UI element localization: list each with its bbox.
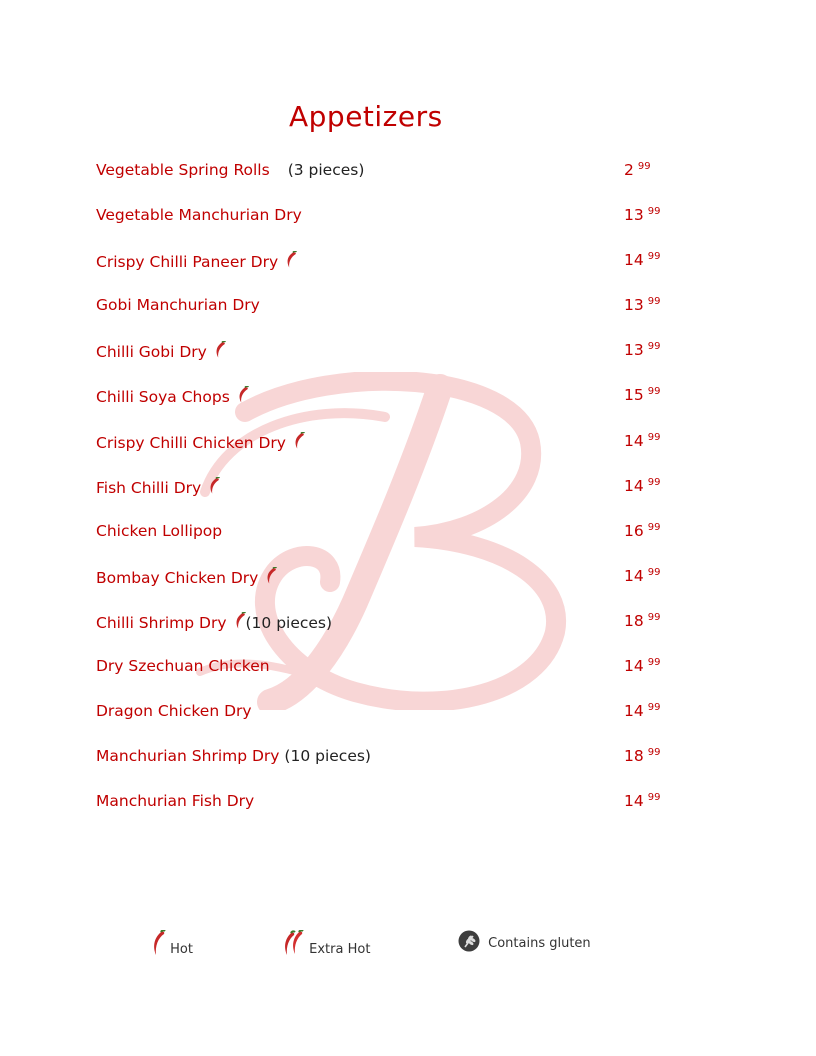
menu-item-note: (10 pieces) (245, 613, 333, 632)
chili-icon (235, 612, 246, 629)
price-dollars: 14 (624, 476, 644, 495)
price-cents: 99 (647, 341, 661, 353)
price-dollars: 14 (624, 792, 644, 811)
chili-icon (152, 930, 166, 956)
legend-extra-hot (283, 930, 370, 960)
legend-hot-label: Hot (170, 942, 193, 957)
price-cents: 99 (647, 566, 661, 578)
price-dollars: 16 (624, 521, 644, 540)
price-cents: 99 (647, 296, 661, 308)
menu-item-price (624, 567, 660, 585)
price-dollars: 14 (624, 566, 644, 585)
menu-item-name: Vegetable Manchurian Dry (96, 206, 302, 225)
menu-item-name: Crispy Chilli Chicken Dry (96, 433, 286, 452)
menu-item-name: Bombay Chicken Dry (96, 568, 259, 587)
price-cents: 99 (637, 161, 651, 172)
menu-item-price (624, 296, 660, 314)
price-dollars: 2 (624, 161, 634, 179)
menu-item-name: Chilli Shrimp Dry (96, 613, 227, 632)
menu-item-name: Chilli Gobi Dry (96, 343, 207, 362)
menu-item-price (624, 522, 660, 540)
menu-item (96, 386, 676, 431)
chili-icon (266, 567, 277, 584)
menu-item (96, 657, 676, 702)
price-cents: 99 (647, 747, 661, 759)
legend-gluten (458, 930, 591, 954)
price-dollars: 14 (624, 702, 644, 721)
menu-list (96, 161, 676, 837)
chili-icon (215, 341, 226, 358)
menu-item-price (624, 657, 660, 675)
menu-item-label (96, 251, 301, 271)
menu-item-name: Dragon Chicken Dry (96, 702, 252, 721)
menu-item-label (96, 296, 260, 314)
legend-hot (152, 930, 193, 960)
double-chili-icon (283, 930, 305, 956)
menu-item-name: Manchurian Shrimp Dry (96, 747, 280, 766)
menu-item-label (96, 206, 302, 224)
menu-item-name: Gobi Manchurian Dry (96, 296, 260, 315)
menu-item (96, 702, 676, 747)
menu-item (96, 161, 676, 206)
menu-item (96, 296, 676, 341)
page-title: Appetizers (289, 100, 443, 133)
menu-item-label (96, 477, 224, 497)
menu-item-label (96, 747, 371, 765)
menu-item-price (624, 612, 660, 630)
gluten-icon (458, 930, 480, 952)
chili-icon (209, 477, 220, 494)
menu-item-label (96, 702, 252, 720)
menu-item-name: Dry Szechuan Chicken (96, 657, 270, 676)
price-cents: 99 (647, 792, 661, 804)
price-cents: 99 (647, 431, 661, 443)
menu-item (96, 341, 676, 386)
menu-item-name: Chicken Lollipop (96, 521, 223, 540)
price-cents: 99 (647, 657, 661, 669)
menu-item-name: Manchurian Fish Dry (96, 792, 255, 811)
menu-item-price (624, 251, 660, 269)
menu-item-name: Fish Chilli Dry (96, 478, 202, 497)
legend-extra-hot-label: Extra Hot (309, 942, 371, 957)
menu-item-label (96, 657, 270, 675)
chili-icon (238, 386, 249, 403)
price-cents: 99 (647, 251, 661, 263)
chili-icon (286, 251, 297, 268)
menu-item-label (96, 792, 254, 810)
menu-item (96, 522, 676, 567)
price-dollars: 18 (624, 747, 644, 766)
menu-item-price (624, 477, 660, 495)
price-dollars: 13 (624, 206, 644, 225)
price-dollars: 13 (624, 341, 644, 360)
menu-item-price (624, 747, 660, 765)
menu-item-label (96, 341, 230, 361)
menu-item-price (624, 702, 660, 720)
menu-item (96, 747, 676, 792)
legend-gluten-label: Contains gluten (488, 936, 591, 951)
price-cents: 99 (647, 611, 661, 623)
price-cents: 99 (647, 476, 661, 488)
menu-item-label (96, 161, 364, 179)
price-cents: 99 (647, 206, 661, 218)
menu-item-note: (3 pieces) (287, 161, 365, 179)
menu-item (96, 251, 676, 296)
menu-item-price (624, 432, 660, 450)
price-dollars: 14 (624, 657, 644, 676)
price-dollars: 18 (624, 611, 644, 630)
menu-item-note: (10 pieces) (284, 747, 371, 766)
price-dollars: 14 (624, 431, 644, 450)
menu-item-label (96, 432, 309, 452)
menu-item (96, 477, 676, 522)
menu-item-label (96, 522, 222, 540)
menu-item-label (96, 386, 253, 406)
menu-item-price (624, 386, 660, 404)
menu-item (96, 567, 676, 612)
price-dollars: 15 (624, 386, 644, 405)
price-dollars: 14 (624, 251, 644, 270)
menu-item-price (624, 792, 660, 810)
menu-item-price (624, 161, 651, 179)
menu-item-price (624, 341, 660, 359)
menu-item (96, 206, 676, 251)
menu-item-label (96, 567, 281, 587)
price-cents: 99 (647, 386, 661, 398)
menu-item (96, 792, 676, 837)
menu-item (96, 612, 676, 657)
menu-item-label (96, 612, 332, 632)
price-cents: 99 (647, 521, 661, 533)
chili-icon (294, 432, 305, 449)
menu-item-price (624, 206, 660, 224)
menu-item-name: Crispy Chilli Paneer Dry (96, 253, 279, 272)
price-cents: 99 (647, 702, 661, 714)
menu-item-name: Vegetable Spring Rolls (96, 161, 270, 179)
menu-item (96, 432, 676, 477)
price-dollars: 13 (624, 296, 644, 315)
menu-item-name: Chilli Soya Chops (96, 388, 230, 407)
